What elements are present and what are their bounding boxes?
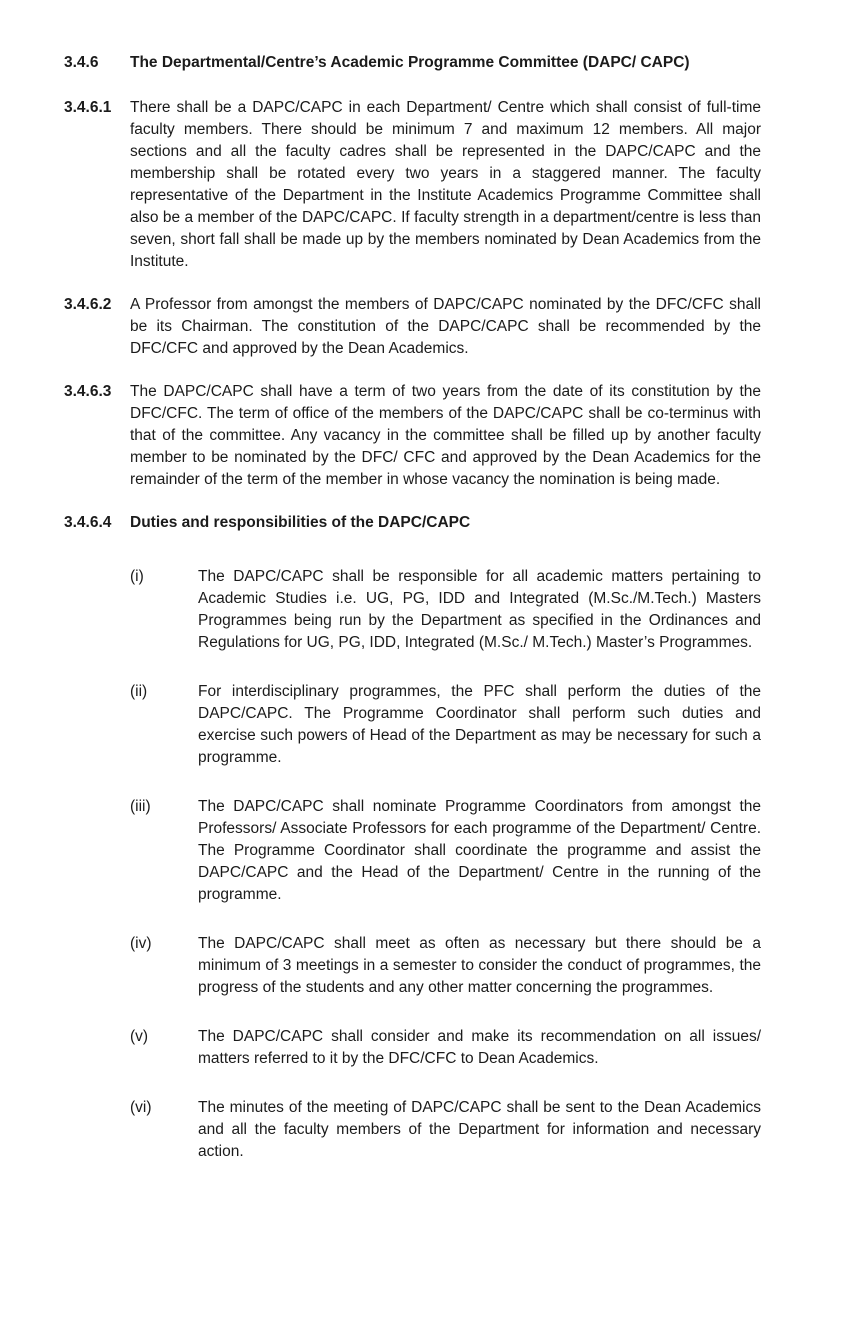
- paragraph-text: A Professor from amongst the members of DAPC/CAPC nominated by the DFC/CFC shall be its Chairman. The constitution of the DAPC/CAPC shall be recommended by the DFC/CFC and approved by the Dean Academics.: [130, 296, 761, 357]
- list-item-i: [130, 566, 761, 654]
- list-item-v: [130, 1026, 761, 1070]
- list-marker: (i): [130, 568, 144, 585]
- list-text: The DAPC/CAPC shall consider and make its recommendation on all issues/ matters referred to it by the DFC/CFC to Dean Academics.: [198, 1028, 761, 1067]
- subsection-heading: [64, 512, 761, 534]
- paragraph-3-4-6-1: [64, 97, 761, 273]
- list-text: The DAPC/CAPC shall be responsible for all academic matters pertaining to Academic Studies i.e. UG, PG, IDD and Integrated (M.Sc./M.Tech.) Masters Programmes being run by the Department as specified in the Ordinances and Regulations for UG, PG, IDD, Integrated (M.Sc./ M.Tech.) Master’s Programmes.: [198, 568, 761, 651]
- list-item-vi: [130, 1097, 761, 1163]
- paragraph-3-4-6-2: [64, 294, 761, 360]
- paragraph-number: 3.4.6.1: [64, 99, 112, 116]
- list-marker: (iii): [130, 798, 151, 815]
- section-title: The Departmental/Centre’s Academic Programme Committee (DAPC/ CAPC): [130, 54, 690, 71]
- subsection-number: 3.4.6.4: [64, 514, 112, 531]
- list-text: The minutes of the meeting of DAPC/CAPC shall be sent to the Dean Academics and all the faculty members of the Department for information and necessary action.: [198, 1099, 761, 1160]
- list-item-iv: [130, 933, 761, 999]
- duties-list: [64, 566, 761, 1163]
- paragraph-number: 3.4.6.3: [64, 383, 112, 400]
- list-marker: (ii): [130, 683, 148, 700]
- paragraph-text: The DAPC/CAPC shall have a term of two years from the date of its constitution by the DFC/CFC. The term of office of the members of the DAPC/CAPC shall be co-terminus with that of the committee. Any vacancy in the committee shall be filled up by another faculty member to be nominated by the DFC/ CFC and approved by the Dean Academics for the remainder of the term of the member in whose vacancy the nomination is being made.: [130, 383, 761, 488]
- list-marker: (vi): [130, 1099, 152, 1116]
- section-number: 3.4.6: [64, 54, 99, 71]
- subsection-title: Duties and responsibilities of the DAPC/CAPC: [130, 514, 471, 531]
- paragraph-3-4-6-3: [64, 381, 761, 491]
- list-text: For interdisciplinary programmes, the PFC shall perform the duties of the DAPC/CAPC. The Programme Coordinator shall perform such duties and exercise such powers of Head of the Department as may be necessary for such a programme.: [198, 683, 761, 766]
- list-marker: (v): [130, 1028, 149, 1045]
- paragraph-text: There shall be a DAPC/CAPC in each Department/ Centre which shall consist of full-time faculty members. There should be minimum 7 and maximum 12 members. All major sections and all the faculty cadres shall be represented in the DAPC/CAPC and the membership shall be rotated every two years in a staggered manner. The faculty representative of the Department in the Institute Academics Programme Committee shall also be a member of the DAPC/CAPC. If faculty strength in a department/centre is less than seven, short fall shall be made up by the members nominated by Dean Academics from the Institute.: [130, 99, 761, 270]
- list-text: The DAPC/CAPC shall meet as often as necessary but there should be a minimum of 3 meetings in a semester to consider the conduct of programmes, the progress of the students and any other matter concerning the programmes.: [198, 935, 761, 996]
- paragraph-number: 3.4.6.2: [64, 296, 112, 313]
- list-text: The DAPC/CAPC shall nominate Programme Coordinators from amongst the Professors/ Associate Professors for each programme of the Department/ Centre. The Programme Coordinator shall coordinate the programme and assist the DAPC/CAPC and the Head of the Department/ Centre in the running of the programme.: [198, 798, 761, 903]
- list-item-iii: [130, 796, 761, 906]
- list-marker: (iv): [130, 935, 152, 952]
- section-heading: [64, 52, 761, 74]
- list-item-ii: [130, 681, 761, 769]
